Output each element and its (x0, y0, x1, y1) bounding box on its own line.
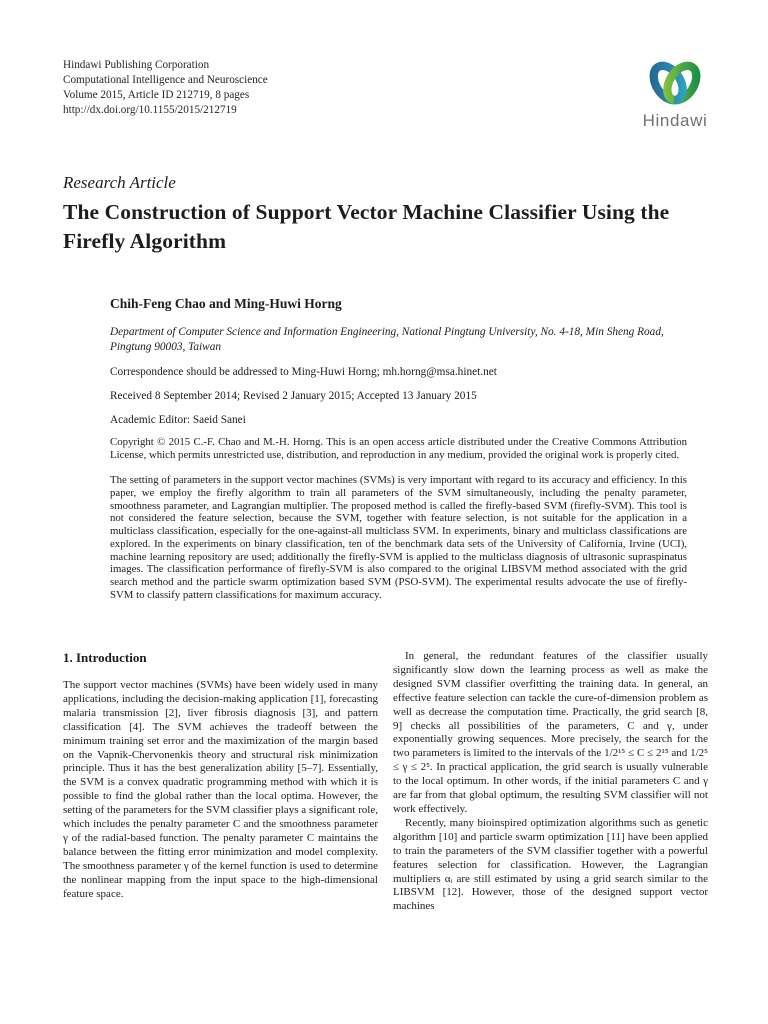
affiliation: Department of Computer Science and Information Engineering, National Pingtung University, No. 4-18, Min Sheng Road, Pingtung 90003, Taiwan (110, 326, 664, 353)
intro-paragraph-1: The support vector machines (SVMs) have been widely used in many applications, including the decision-making application [1], forecasting malaria transmission [2], liver fibrosis diagnosis [3], and pattern classification [4]. The SVM achieves the tradeoff between the minimum training set error and the maximization of the margin based on the Vapnik-Chervonenkis theory and structural risk minimization principle. Thus it has the best generalization ability [5–7]. Essentially, the SVM is a convex quadratic programming method with which it is possible to find the global rather than the local optima. However, the setting of the parameters for the SVM classifier plays a significant role, which includes the penalty parameter C and the smoothness parameter γ of the radial-based function. The penalty parameter C maintains the balance between the fitting error minimization and model complexity. The smoothness parameter γ of the kernel function is used to determine the nonlinear mapping from the input space to the high-dimensional feature space. (63, 679, 378, 900)
volume-line: Volume 2015, Article ID 212719, 8 pages (63, 89, 250, 101)
hindawi-rings-icon (644, 56, 706, 110)
right-column (393, 650, 708, 914)
article-body (63, 650, 708, 914)
history-line: Received 8 September 2014; Revised 2 January 2015; Accepted 13 January 2015 (110, 390, 477, 402)
abstract-text: The setting of parameters in the support vector machines (SVMs) is very important with regard to its accuracy and efficiency. In this paper, we employ the firefly algorithm to train all parameters of the SVM simultaneously, including the penalty parameter, smoothness parameter, and Lagrangian multiplier. The proposed method is called the firefly-based SVM (firefly-SVM). This tool is not considered the feature selection, because the SVM, together with feature selection, is not suitable for the application in a multiclass classification, especially for the one-against-all multiclass SVM. In experiments, binary and multiclass classifications are explored. In the experiments on binary classification, ten of the benchmark data sets of the University of California, Irvine (UCI), machine learning repository are used; additionally the firefly-SVM is applied to the multiclass diagnosis of ultrasonic supraspinatus images. The classification performance of firefly-SVM is also compared to the original LIBSVM method associated with the grid search method and the particle swarm optimization based SVM (PSO-SVM). The experimental results advocate the use of firefly-SVM to classify pattern classifications for maximum accuracy. (110, 474, 687, 601)
intro-paragraph-2: In general, the redundant features of the classifier usually significantly slow down the learning process as well as make the designed SVM classifier overfitting the training data. In general, an effective feature selection can tackle the cure-of-dimension problem as well as decrease the computation time. Practically, the grid search [8, 9] checks all possibilities of the parameters, C and γ, under exponentially growing sequences. More precisely, the search for the two parameters is limited to the intervals of the 1/2¹⁵ ≤ C ≤ 2¹⁵ and 1/2⁵ ≤ γ ≤ 2⁵. In practical application, the grid search is usually vulnerable to the local optimum. In other words, if the initial parameters C and γ are far from that global optimum, the resulting SVM classifier will not work effectively. (393, 650, 708, 815)
section-heading-introduction: 1. Introduction (63, 650, 147, 665)
article-type-label: Research Article (63, 173, 176, 192)
journal-name: Computational Intelligence and Neuroscience (63, 74, 268, 86)
article-meta (110, 296, 687, 602)
publisher-name: Hindawi Publishing Corporation (63, 59, 210, 71)
hindawi-wordmark: Hindawi (642, 111, 708, 130)
hindawi-logo (631, 56, 719, 131)
academic-editor-line: Academic Editor: Saeid Sanei (110, 414, 246, 426)
correspondence-line: Correspondence should be addressed to Ming-Huwi Horng; mh.horng@msa.hinet.net (110, 366, 497, 378)
left-column (63, 650, 378, 914)
copyright-notice: Copyright © 2015 C.-F. Chao and M.-H. Horng. This is an open access article distributed under the Creative Commons Attribution License, which permits unrestricted use, distribution, and reproduction in any medium, provided the original work is properly cited. (110, 436, 687, 461)
authors: Chih-Feng Chao and Ming-Huwi Horng (110, 296, 342, 311)
article-title: The Construction of Support Vector Machine Classifier Using the Firefly Algorithm (63, 200, 670, 253)
publisher-info (63, 58, 268, 118)
intro-paragraph-3: Recently, many bioinspired optimization algorithms such as genetic algorithm [10] and particle swarm optimization [11] have been applied to train the parameters of the SVM classifier together with a powerful features selection for classification. However, the Lagrangian multipliers αᵢ are still estimated by using a grid search similar to the LIBSVM [12]. However, those of the designed support vector machines (393, 816, 708, 913)
doi-url: http://dx.doi.org/10.1155/2015/212719 (63, 104, 237, 116)
